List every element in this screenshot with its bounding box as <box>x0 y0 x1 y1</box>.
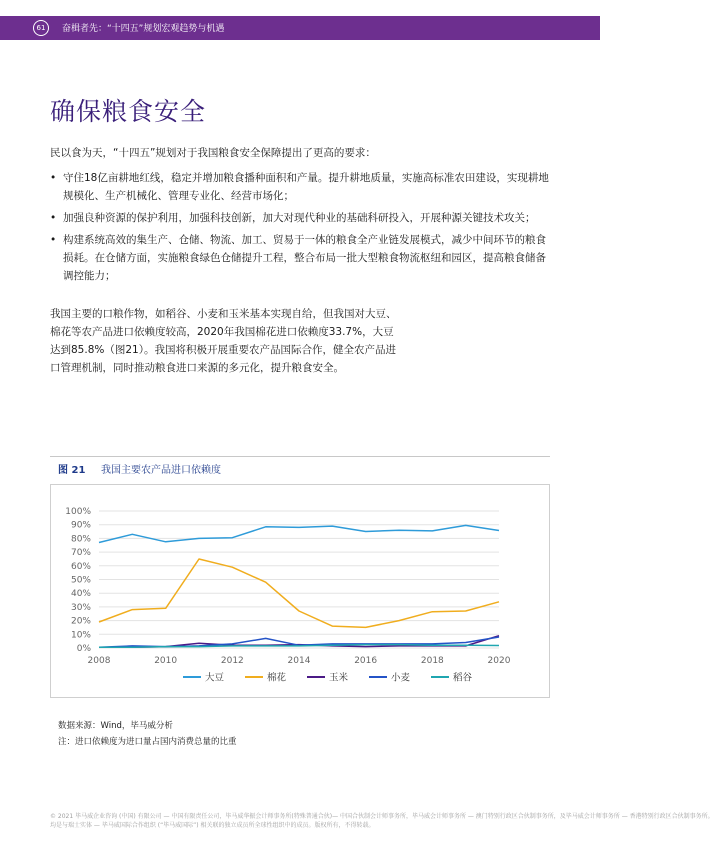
figure-label: 图 21 <box>58 465 86 476</box>
x-tick-label: 2014 <box>287 656 311 666</box>
legend-label: 玉米 <box>329 672 349 684</box>
line-chart <box>51 485 549 697</box>
footer-line: © 2021 毕马威企业咨询 (中国) 有限公司 — 中国有限责任公司，毕马威华振会计师事务所(特殊普通合伙)— 中国合伙制会计师事务所，毕马威会计师事务所 — 澳门特别行政区合伙制事务所，及毕马威会计师事务所 — 香港特别行政区合伙制事务所。 <box>50 813 714 820</box>
bullet-dot-icon: • <box>50 172 57 184</box>
y-tick-label: 20% <box>70 616 91 627</box>
figure-divider <box>50 456 550 457</box>
legend-label: 大豆 <box>205 672 225 684</box>
bullet-item <box>50 231 550 285</box>
x-tick-label: 2016 <box>354 656 378 666</box>
bullet-item <box>50 169 550 205</box>
chart-note: 注：进口依赖度为进口量占国内消费总量的比重 <box>58 737 237 747</box>
y-tick-label: 0% <box>76 644 91 654</box>
legend-label: 稻谷 <box>453 672 473 684</box>
source-note: 数据来源：Wind，毕马威分析 <box>58 721 173 731</box>
bullet-list <box>50 169 550 289</box>
x-tick-label: 2018 <box>420 656 444 666</box>
x-tick-label: 2010 <box>154 656 178 666</box>
bullet-text: 守住18亿亩耕地红线，稳定并增加粮食播种面积和产量。提升耕地质量，实施高标准农田建设，实现耕地规模化、生产机械化、管理专业化、经营市场化； <box>63 172 549 202</box>
y-tick-label: 40% <box>70 589 91 600</box>
x-tick-label: 2012 <box>220 656 244 666</box>
y-tick-label: 50% <box>70 575 91 586</box>
legend-label: 棉花 <box>267 672 287 684</box>
chart-container <box>50 484 550 698</box>
bullet-text: 构建系统高效的集生产、仓储、物流、加工、贸易于一体的粮食全产业链发展模式，减少中间环节的粮食损耗。在仓储方面，实施粮食绿色仓储提升工程，整合布局一批大型粮食物流枢纽和园区，提高粮食储备调控能力； <box>63 234 546 282</box>
intro-paragraph: 民以食为天，“十四五”规划对于我国粮食安全保障提出了更高的要求： <box>50 147 376 159</box>
y-tick-label: 90% <box>70 520 91 531</box>
footer <box>50 812 714 830</box>
bullet-item <box>50 209 550 227</box>
y-tick-label: 30% <box>70 602 91 613</box>
body-paragraph: 我国主要的口粮作物，如稻谷、小麦和玉米基本实现自给，但我国对大豆、棉花等农产品进口依赖度较高，2020年我国棉花进口依赖度33.7%，大豆达到85.8%（图21）。我国将积极开展重要农产品国际合作，健全农产品进口管理机制，同时推动粮食进口来源的多元化，提升粮食安全。 <box>50 308 397 374</box>
page-title: 确保粮食安全 <box>50 97 207 126</box>
y-tick-label: 100% <box>65 507 91 517</box>
y-tick-label: 60% <box>70 561 91 572</box>
footer-line: 均是与瑞士实体 — 毕马威国际合作组织 (“毕马威国际”) 相关联的独立成员所全球性组织中的成员。版权所有，不得转载。 <box>50 822 375 829</box>
bullet-dot-icon: • <box>50 234 57 246</box>
bullet-dot-icon: • <box>50 212 57 224</box>
bullet-text: 加强良种资源的保护利用，加强科技创新，加大对现代种业的基础科研投入，开展种源关键技术攻关； <box>63 212 536 224</box>
figure-title: 我国主要农产品进口依赖度 <box>101 465 221 476</box>
x-tick-label: 2008 <box>87 656 111 666</box>
legend-label: 小麦 <box>391 672 411 684</box>
y-tick-label: 70% <box>70 548 91 559</box>
header-bar <box>0 16 600 40</box>
y-tick-label: 10% <box>70 630 91 641</box>
x-tick-label: 2020 <box>487 656 511 666</box>
y-tick-label: 80% <box>70 534 91 545</box>
series-line <box>99 525 499 542</box>
page-number-badge: 61 <box>33 20 49 36</box>
running-title: 奋楫者先：“十四五”规划宏观趋势与机遇 <box>62 24 225 34</box>
